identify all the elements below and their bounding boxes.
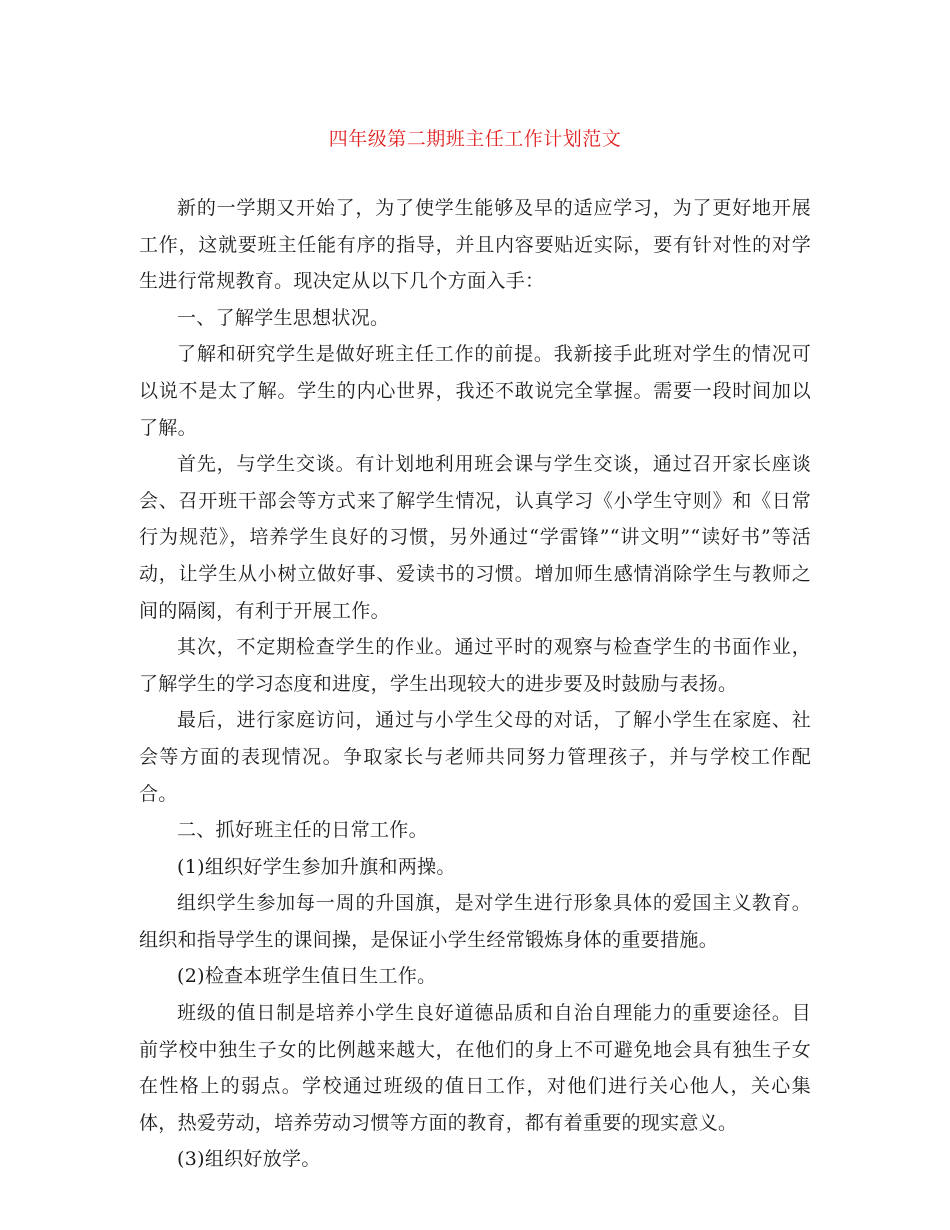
paragraph-intro: 新的一学期又开始了，为了使学生能够及早的适应学习，为了更好地开展工作，这就要班主任能有序的指导，并且内容要贴近实际，要有针对性的对学生进行常规教育。现决定从以下几个方面入手： (139, 197, 811, 293)
paragraph: 了解和研究学生是做好班主任工作的前提。我新接手此班对学生的情况可以说不是太了解。学生的内心世界，我还不敢说完全掌握。需要一段时间加以了解。 (139, 343, 811, 439)
paragraph: 班级的值日制是培养小学生良好道德品质和自治自理能力的重要途径。目前学校中独生子女的比例越来越大，在他们的身上不可避免地会具有独生子女在性格上的弱点。学校通过班级的值日工作，对他们进行关心他人，关心集体，热爱劳动，培养劳动习惯等方面的教育，都有着重要的现实意义。 (139, 1002, 811, 1134)
document-title: 四年级第二期班主任工作计划范文 (328, 128, 622, 150)
paragraph: 最后，进行家庭访问，通过与小学生父母的对话，了解小学生在家庭、社会等方面的表现情况。争取家长与老师共同努力管理孩子，并与学校工作配合。 (139, 709, 811, 805)
paragraph: 首先，与学生交谈。有计划地利用班会课与学生交谈，通过召开家长座谈会、召开班干部会等方式来了解学生情况，认真学习《小学生守则》和《日常行为规范》，培养学生良好的习惯，另外通过“学雷锋”“讲文明”“读好书”等活动，让学生从小树立做好事、爱读书的习惯。增加师生感情消除学生与教师之间的隔阂，有利于开展工作。 (139, 453, 811, 622)
subheading-item-1: (1)组织好学生参加升旗和两操。 (177, 855, 456, 878)
document-body (139, 190, 811, 1178)
subheading-item-3: (3)组织好放学。 (177, 1148, 321, 1171)
paragraph: 组织学生参加每一周的升国旗，是对学生进行形象具体的爱国主义教育。组织和指导学生的课间操，是保证小学生经常锻炼身体的重要措施。 (139, 892, 811, 951)
heading-section-2: 二、抓好班主任的日常工作。 (177, 819, 428, 842)
subheading-item-2: (2)检查本班学生值日生工作。 (177, 965, 437, 988)
paragraph: 其次，不定期检查学生的作业。通过平时的观察与检查学生的书面作业，了解学生的学习态度和进度，学生出现较大的进步要及时鼓励与表扬。 (139, 636, 811, 695)
heading-section-1: 一、了解学生思想状况。 (177, 306, 390, 329)
